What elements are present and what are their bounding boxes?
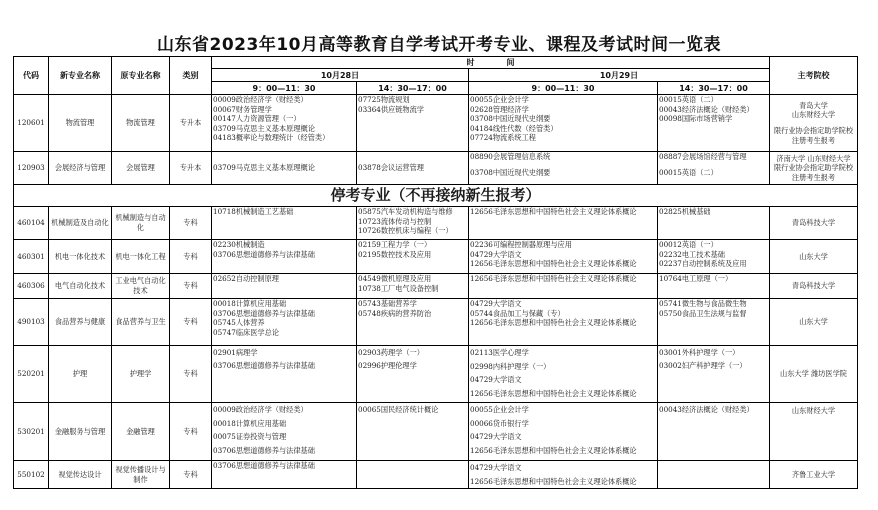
host-school: 山东大学 <box>770 240 858 274</box>
new-major-name: 电气自动化技术 <box>49 274 112 299</box>
oct28-pm-courses <box>357 95 469 152</box>
course: 02232电工技术基础 <box>659 249 725 259</box>
old-major-name: 物流管理 <box>112 95 170 152</box>
oct28-am-courses <box>212 95 357 152</box>
host-school: 青岛大学 山东财经大学 限行业协会指定助学院校注册考生报考 <box>770 95 858 152</box>
new-major-name: 机电一体化技术 <box>49 240 112 274</box>
host-school: 济南大学 山东财经大学 限行业协会指定助学院校注册考生报考 <box>770 152 858 185</box>
new-major-name: 视觉传达设计 <box>49 461 112 489</box>
new-major-name: 护理 <box>49 346 112 403</box>
new-major-name: 物流管理 <box>49 95 112 152</box>
course: 00043经济法概论（财经类） <box>659 104 754 114</box>
header-oct28-am: 9：00—11：30 <box>212 82 357 95</box>
course: 08887会展场馆经营与管理 <box>659 152 747 161</box>
oct29-am-courses <box>469 274 658 299</box>
course: 02195数控技术及应用 <box>358 249 432 259</box>
new-major-name: 食品营养与健康 <box>49 299 112 346</box>
stopped-majors <box>14 185 858 489</box>
oct29-am-courses <box>469 95 658 152</box>
course: 03364供应链物流学 <box>358 104 424 114</box>
course: 00066货币银行学 <box>470 418 529 428</box>
oct29-am-courses <box>469 346 658 403</box>
header-time: 时 间 <box>212 57 770 69</box>
table-row <box>14 274 858 299</box>
course: 00067财务管理学 <box>213 104 272 114</box>
oct29-pm-courses <box>658 207 770 240</box>
oct29-am-courses <box>469 403 658 461</box>
major-code: 120601 <box>14 95 49 152</box>
active-majors <box>14 95 858 185</box>
course: 00015英语（二） <box>659 95 718 104</box>
table-row <box>14 240 858 274</box>
course: 02825机械基础 <box>659 207 711 216</box>
course: 07724物流系统工程 <box>470 133 536 143</box>
oct29-am-courses <box>469 207 658 240</box>
header-date-oct29: 10月29日 <box>469 69 770 82</box>
oct28-pm-courses <box>357 461 469 489</box>
course: 04183概率论与数理统计（经管类） <box>213 133 330 143</box>
header-new-major: 新专业名称 <box>49 57 112 95</box>
course: 02996护理伦理学 <box>358 361 417 370</box>
oct28-am-courses <box>212 461 357 489</box>
old-major-name: 金融管理 <box>112 403 170 461</box>
course: 03706思想道德修养与法律基础 <box>213 461 315 470</box>
course: 00018计算机应用基础 <box>213 299 287 308</box>
course: 00015英语（二） <box>659 167 718 177</box>
header-date-oct28: 10月28日 <box>212 69 469 82</box>
course: 12656毛泽东思想和中国特色社会主义理论体系概论 <box>470 445 637 455</box>
oct29-pm-courses <box>658 274 770 299</box>
course: 05750食品卫生法规与监督 <box>659 308 747 318</box>
course: 12656毛泽东思想和中国特色社会主义理论体系概论 <box>470 388 637 398</box>
course: 00043经济法概论（财经类） <box>659 405 754 414</box>
course: 02652自动控制原理 <box>213 274 279 283</box>
course: 12656毛泽东思想和中国特色社会主义理论体系概论 <box>470 207 637 216</box>
old-major-name: 机械制造与自动化 <box>112 207 170 240</box>
major-category: 专科 <box>170 461 212 489</box>
oct28-pm-courses <box>357 403 469 461</box>
course: 05875汽车发动机构造与维修 <box>358 207 453 216</box>
major-code: 520201 <box>14 346 49 403</box>
course: 00147人力资源管理（一） <box>213 114 301 124</box>
course: 03878会议运营管理 <box>358 163 424 173</box>
course: 00065国民经济统计概论 <box>358 405 439 414</box>
oct28-am-courses <box>212 346 357 403</box>
header-code: 代码 <box>14 57 49 95</box>
old-major-name: 工业电气自动化技术 <box>112 274 170 299</box>
course: 04729大学语文 <box>470 299 522 308</box>
host-school: 山东财经大学 <box>770 403 858 461</box>
major-category: 专科 <box>170 240 212 274</box>
course: 03709马克思主义基本原理概论 <box>213 163 315 173</box>
oct29-am-courses <box>469 299 658 346</box>
exam-schedule-table <box>13 56 858 489</box>
course: 00075证券投资与管理 <box>213 432 287 441</box>
course: 05748疾病的营养防治 <box>358 308 432 318</box>
course: 10764电工原理（一） <box>659 274 733 283</box>
oct28-am-courses <box>212 299 357 346</box>
new-major-name: 机械制造及自动化 <box>49 207 112 240</box>
course: 02113医学心理学 <box>470 348 529 357</box>
oct29-am-courses <box>469 461 658 489</box>
major-category: 专科 <box>170 299 212 346</box>
oct28-am-courses <box>212 274 357 299</box>
host-school: 青岛科技大学 <box>770 207 858 240</box>
course: 02628管理经济学 <box>470 104 529 114</box>
course: 05743基础营养学 <box>358 299 417 308</box>
major-code: 550102 <box>14 461 49 489</box>
course: 03001外科护理学（一） <box>659 348 740 357</box>
course: 04729大学语文 <box>470 432 522 441</box>
course: 02901病理学 <box>213 348 258 357</box>
old-major-name: 会展管理 <box>112 152 170 185</box>
oct29-pm-courses <box>658 95 770 152</box>
table-row <box>14 346 858 403</box>
major-category: 专升本 <box>170 95 212 152</box>
major-category: 专科 <box>170 207 212 240</box>
new-major-name: 金融服务与管理 <box>49 403 112 461</box>
course: 04549微机原理及应用 <box>358 274 432 283</box>
oct28-am-courses <box>212 240 357 274</box>
oct29-am-courses <box>469 152 658 185</box>
table-row <box>14 207 858 240</box>
header-old-major: 原专业名称 <box>112 57 170 95</box>
major-code: 460301 <box>14 240 49 274</box>
header-oct29-am: 9：00—11：30 <box>469 82 658 95</box>
page-title: 山东省2023年10月高等教育自学考试开考专业、课程及考试时间一览表 <box>157 35 721 55</box>
major-code: 460104 <box>14 207 49 240</box>
major-code: 530201 <box>14 403 49 461</box>
major-category: 专科 <box>170 346 212 403</box>
oct29-pm-courses <box>658 299 770 346</box>
course: 02237自动控制系统及应用 <box>659 259 747 269</box>
course: 05745人体营养 <box>213 318 265 328</box>
old-major-name: 机电一体化工程 <box>112 240 170 274</box>
host-school: 山东大学 <box>770 299 858 346</box>
old-major-name: 视觉传播设计与制作 <box>112 461 170 489</box>
oct28-pm-courses <box>357 346 469 403</box>
oct29-pm-courses <box>658 461 770 489</box>
table-row <box>14 461 858 489</box>
course: 00009政治经济学（财经类） <box>213 95 308 104</box>
oct28-pm-courses <box>357 240 469 274</box>
course: 03706思想道德修养与法律基础 <box>213 361 315 370</box>
header-category: 类别 <box>170 57 212 95</box>
course: 02998内科护理学（一） <box>470 361 551 371</box>
table-row <box>14 152 858 185</box>
oct28-am-courses <box>212 152 357 185</box>
header-oct29-pm: 14：30—17：00 <box>658 82 770 95</box>
course: 03002妇产科护理学（一） <box>659 361 747 370</box>
host-school: 山东大学 潍坊医学院 <box>770 346 858 403</box>
course: 12656毛泽东思想和中国特色社会主义理论体系概论 <box>470 476 637 486</box>
course: 00055企业会计学 <box>470 95 529 104</box>
course: 04729大学语文 <box>470 249 522 259</box>
table-row <box>14 403 858 461</box>
course: 05741微生物与食品微生物 <box>659 299 747 308</box>
course: 07725物流规划 <box>358 95 410 104</box>
oct29-pm-courses <box>658 403 770 461</box>
table-row <box>14 299 858 346</box>
course: 03709马克思主义基本原理概论 <box>213 123 315 133</box>
new-major-name: 会展经济与管理 <box>49 152 112 185</box>
oct29-am-courses <box>469 240 658 274</box>
course: 10726数控机床与编程（一） <box>358 226 453 236</box>
course: 00009政治经济学（财经类） <box>213 405 308 414</box>
course: 02903药理学（一） <box>358 348 424 357</box>
course: 00098国际市场营销学 <box>659 114 733 124</box>
oct28-am-courses <box>212 403 357 461</box>
course: 10723流体传动与控制 <box>358 216 432 226</box>
course: 10718机械制造工艺基础 <box>213 207 294 216</box>
major-category: 专升本 <box>170 152 212 185</box>
course: 05747临床医学总论 <box>213 327 279 337</box>
course: 04729大学语文 <box>470 375 522 384</box>
course: 05744食品加工与保藏（专） <box>470 308 565 318</box>
header-oct28-pm: 14：30—17：00 <box>357 82 469 95</box>
oct29-pm-courses <box>658 152 770 185</box>
course: 12656毛泽东思想和中国特色社会主义理论体系概论 <box>470 259 637 269</box>
oct29-pm-courses <box>658 240 770 274</box>
major-code: 460306 <box>14 274 49 299</box>
course: 02236可编程控制器原理与应用 <box>470 240 572 249</box>
host-school: 青岛科技大学 <box>770 274 858 299</box>
course: 02230机械制造 <box>213 240 265 249</box>
oct29-pm-courses <box>658 346 770 403</box>
table-row <box>14 95 858 152</box>
course: 00055企业会计学 <box>470 405 529 414</box>
old-major-name: 护理学 <box>112 346 170 403</box>
oct28-pm-courses <box>357 299 469 346</box>
section-header-stopped <box>14 185 858 207</box>
course: 08890会展管理信息系统 <box>470 152 551 161</box>
course: 03706思想道德修养与法律基础 <box>213 249 315 259</box>
major-category: 专科 <box>170 403 212 461</box>
course: 00012英语（一） <box>659 240 718 249</box>
oct28-pm-courses <box>357 274 469 299</box>
course: 03708中国近现代史纲要 <box>470 167 551 177</box>
host-school: 齐鲁工业大学 <box>770 461 858 489</box>
major-code: 490103 <box>14 299 49 346</box>
course: 03706思想道德修养与法律基础 <box>213 445 315 455</box>
header-school: 主考院校 <box>770 57 858 95</box>
course: 12656毛泽东思想和中国特色社会主义理论体系概论 <box>470 318 637 328</box>
course: 03706思想道德修养与法律基础 <box>213 308 315 318</box>
course: 04729大学语文 <box>470 463 522 472</box>
course: 02159工程力学（一） <box>358 240 432 249</box>
course: 12656毛泽东思想和中国特色社会主义理论体系概论 <box>470 274 637 283</box>
oct28-am-courses <box>212 207 357 240</box>
old-major-name: 食品营养与卫生 <box>112 299 170 346</box>
major-code: 120903 <box>14 152 49 185</box>
oct28-pm-courses <box>357 152 469 185</box>
section-title: 停考专业（不再接纳新生报考） <box>14 185 858 207</box>
course: 00018计算机应用基础 <box>213 418 287 428</box>
major-category: 专科 <box>170 274 212 299</box>
oct28-pm-courses <box>357 207 469 240</box>
course: 03708中国近现代史纲要 <box>470 114 551 124</box>
course: 10738工厂电气设备控制 <box>358 283 439 293</box>
course: 04184线性代数（经管类） <box>470 123 558 133</box>
